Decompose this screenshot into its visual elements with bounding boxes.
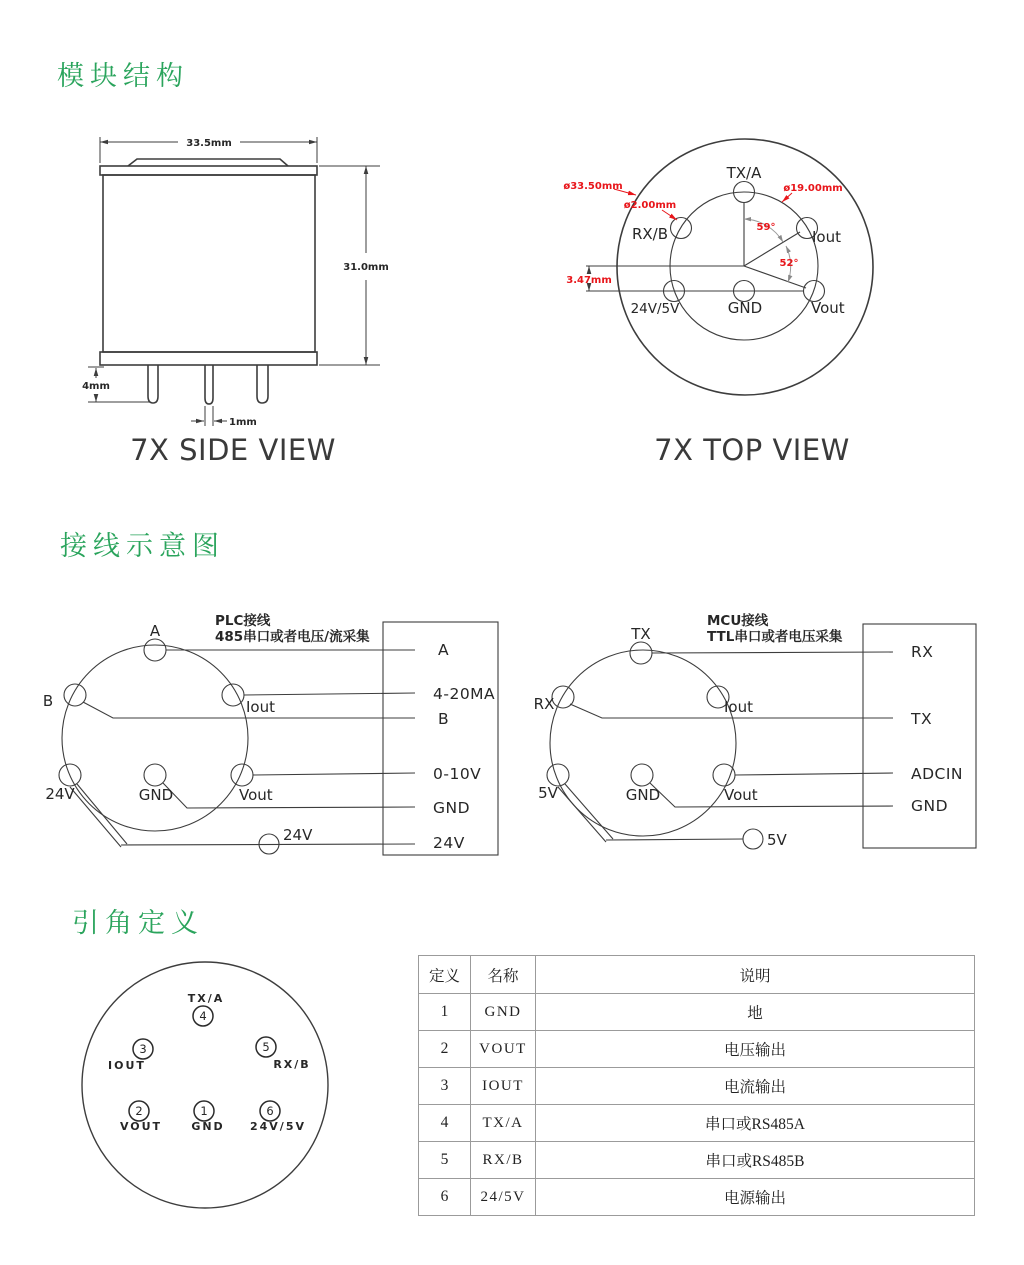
mcu-pin-gnd: GND — [625, 786, 661, 804]
plc-subtitle: 485串口或者电压/流采集 — [215, 629, 370, 645]
red-dimensions — [563, 181, 842, 269]
cell-name: GND — [471, 994, 536, 1031]
pin-number: 3 — [139, 1042, 147, 1056]
cell-def: 2 — [419, 1031, 471, 1068]
dimension-pin-diameter — [191, 406, 257, 428]
mcu-wires — [558, 652, 893, 842]
col-header-def: 定义 — [419, 956, 471, 994]
side-view-drawing — [80, 130, 410, 470]
pin-label: RX/B — [273, 1058, 311, 1071]
dim-offset-label: 3.47mm — [566, 275, 612, 286]
cell-desc: 电源输出 — [536, 1179, 975, 1216]
pin-label-rxb: RX/B — [631, 225, 668, 243]
pin-number: 6 — [266, 1104, 274, 1118]
mcu-bus-label: 5V — [767, 831, 787, 849]
cell-def: 4 — [419, 1105, 471, 1142]
mcu-bus-node — [743, 829, 763, 849]
plc-title: PLC接线 — [215, 613, 271, 629]
dim-outer-label: ø33.50mm — [563, 181, 623, 192]
plc-wiring-diagram — [30, 600, 500, 870]
cell-def: 3 — [419, 1068, 471, 1105]
table-row — [419, 1068, 975, 1105]
plc-pin-b: B — [42, 692, 54, 710]
angle-1-label: 59° — [756, 222, 776, 233]
plc-pin-24v: 24V — [45, 785, 75, 803]
dimension-pin-length — [82, 367, 150, 402]
pin-label: IOUT — [108, 1059, 146, 1072]
mcu-term-rx: RX — [911, 643, 934, 661]
cell-def: 6 — [419, 1179, 471, 1216]
mcu-term-adcin: ADCIN — [911, 765, 964, 783]
mcu-pin-iout: Iout — [724, 698, 753, 716]
table-header-row — [419, 956, 975, 994]
pin-label-gnd: GND — [727, 299, 763, 317]
mcu-pin-5v: 5V — [538, 784, 558, 802]
pin-label-vout: Vout — [811, 299, 845, 317]
plc-pin-labels — [43, 622, 313, 844]
dim-width-label: 33.5mm — [186, 138, 232, 149]
connector-pinout-drawing — [60, 945, 360, 1220]
section-heading-wiring: 接线示意图 — [60, 531, 225, 561]
pin-label: VOUT — [119, 1120, 163, 1133]
table-row — [419, 1105, 975, 1142]
mcu-pin-vout: Vout — [724, 786, 758, 804]
plc-pin-a: A — [149, 622, 161, 640]
table-row — [419, 1142, 975, 1179]
cell-desc: 串口或RS485A — [536, 1105, 975, 1142]
section-heading-pinout: 引角定义 — [72, 908, 204, 938]
pin-label: 24V/5V — [249, 1120, 307, 1133]
mcu-pin-rx: RX — [533, 695, 555, 713]
dim-hole-label: ø2.00mm — [623, 200, 677, 211]
plc-term-010v: 0-10V — [433, 765, 482, 783]
col-header-name: 名称 — [471, 956, 536, 994]
pin-definition-table — [418, 955, 975, 1216]
pin-label-iout: Iout — [812, 228, 841, 246]
plc-pin-gnd: GND — [138, 786, 174, 804]
mcu-subtitle: TTL串口或者电压采集 — [707, 629, 843, 645]
pin-label-24v5v: 24V/5V — [630, 301, 680, 317]
cell-def: 5 — [419, 1142, 471, 1179]
cell-desc: 地 — [536, 994, 975, 1031]
plc-pin-vout: Vout — [239, 786, 273, 804]
table-row — [419, 1179, 975, 1216]
pin-number: 4 — [199, 1009, 207, 1023]
top-view-drawing — [555, 125, 965, 470]
col-header-desc: 说明 — [536, 956, 975, 994]
plc-bus-label: 24V — [283, 826, 313, 844]
mcu-term-tx: TX — [911, 710, 933, 728]
cell-name: TX/A — [471, 1105, 536, 1142]
cell-desc: 电压输出 — [536, 1031, 975, 1068]
table-row — [419, 994, 975, 1031]
plc-term-24v: 24V — [433, 834, 465, 852]
side-view-caption: 7X SIDE VIEW — [130, 433, 336, 467]
dim-pin-diameter-label: 1mm — [229, 417, 257, 428]
plc-terminal-labels — [433, 641, 495, 852]
section-heading-structure: 模块结构 — [57, 61, 189, 91]
mcu-pin-labels — [534, 625, 788, 849]
pin-number: 5 — [262, 1040, 270, 1054]
pin-left — [148, 365, 158, 403]
dim-inner-label: ø19.00mm — [783, 183, 843, 194]
cell-def: 1 — [419, 994, 471, 1031]
pin-label-txa: TX/A — [726, 164, 762, 182]
plc-term-gnd: GND — [433, 799, 471, 817]
pin-label: GND — [191, 1120, 225, 1133]
dim-pin-length-label: 4mm — [82, 381, 110, 392]
mcu-terminal-labels — [910, 643, 963, 815]
mcu-pin-holes — [547, 642, 763, 849]
mcu-pin-tx: TX — [631, 625, 651, 643]
pin-number: 1 — [200, 1104, 208, 1118]
cell-name: VOUT — [471, 1031, 536, 1068]
plc-wires — [70, 650, 415, 847]
plc-pin-holes — [59, 639, 279, 854]
mcu-title: MCU接线 — [707, 613, 769, 629]
angle-2-label: 52° — [779, 258, 799, 269]
pin-label: TX/A — [187, 992, 225, 1005]
table-row — [419, 1031, 975, 1068]
top-view-caption: 7X TOP VIEW — [654, 433, 850, 467]
cell-name: 24/5V — [471, 1179, 536, 1216]
plc-pin-iout: Iout — [246, 698, 275, 716]
pin-number: 2 — [135, 1104, 143, 1118]
dimension-height — [319, 166, 389, 365]
plc-term-a: A — [438, 641, 450, 659]
module-body — [100, 159, 317, 404]
cell-name: IOUT — [471, 1068, 536, 1105]
pin-center — [205, 365, 213, 404]
cell-desc: 串口或RS485B — [536, 1142, 975, 1179]
plc-term-420ma: 4-20MA — [433, 685, 496, 703]
cell-desc: 电流输出 — [536, 1068, 975, 1105]
dimension-offset — [566, 266, 612, 291]
dim-height-label: 31.0mm — [343, 262, 389, 273]
mcu-module-circle — [550, 650, 736, 836]
cell-name: RX/B — [471, 1142, 536, 1179]
mcu-wiring-diagram — [520, 600, 980, 870]
mcu-term-gnd: GND — [911, 797, 949, 815]
plc-term-b: B — [438, 710, 450, 728]
pin-right — [257, 365, 268, 403]
